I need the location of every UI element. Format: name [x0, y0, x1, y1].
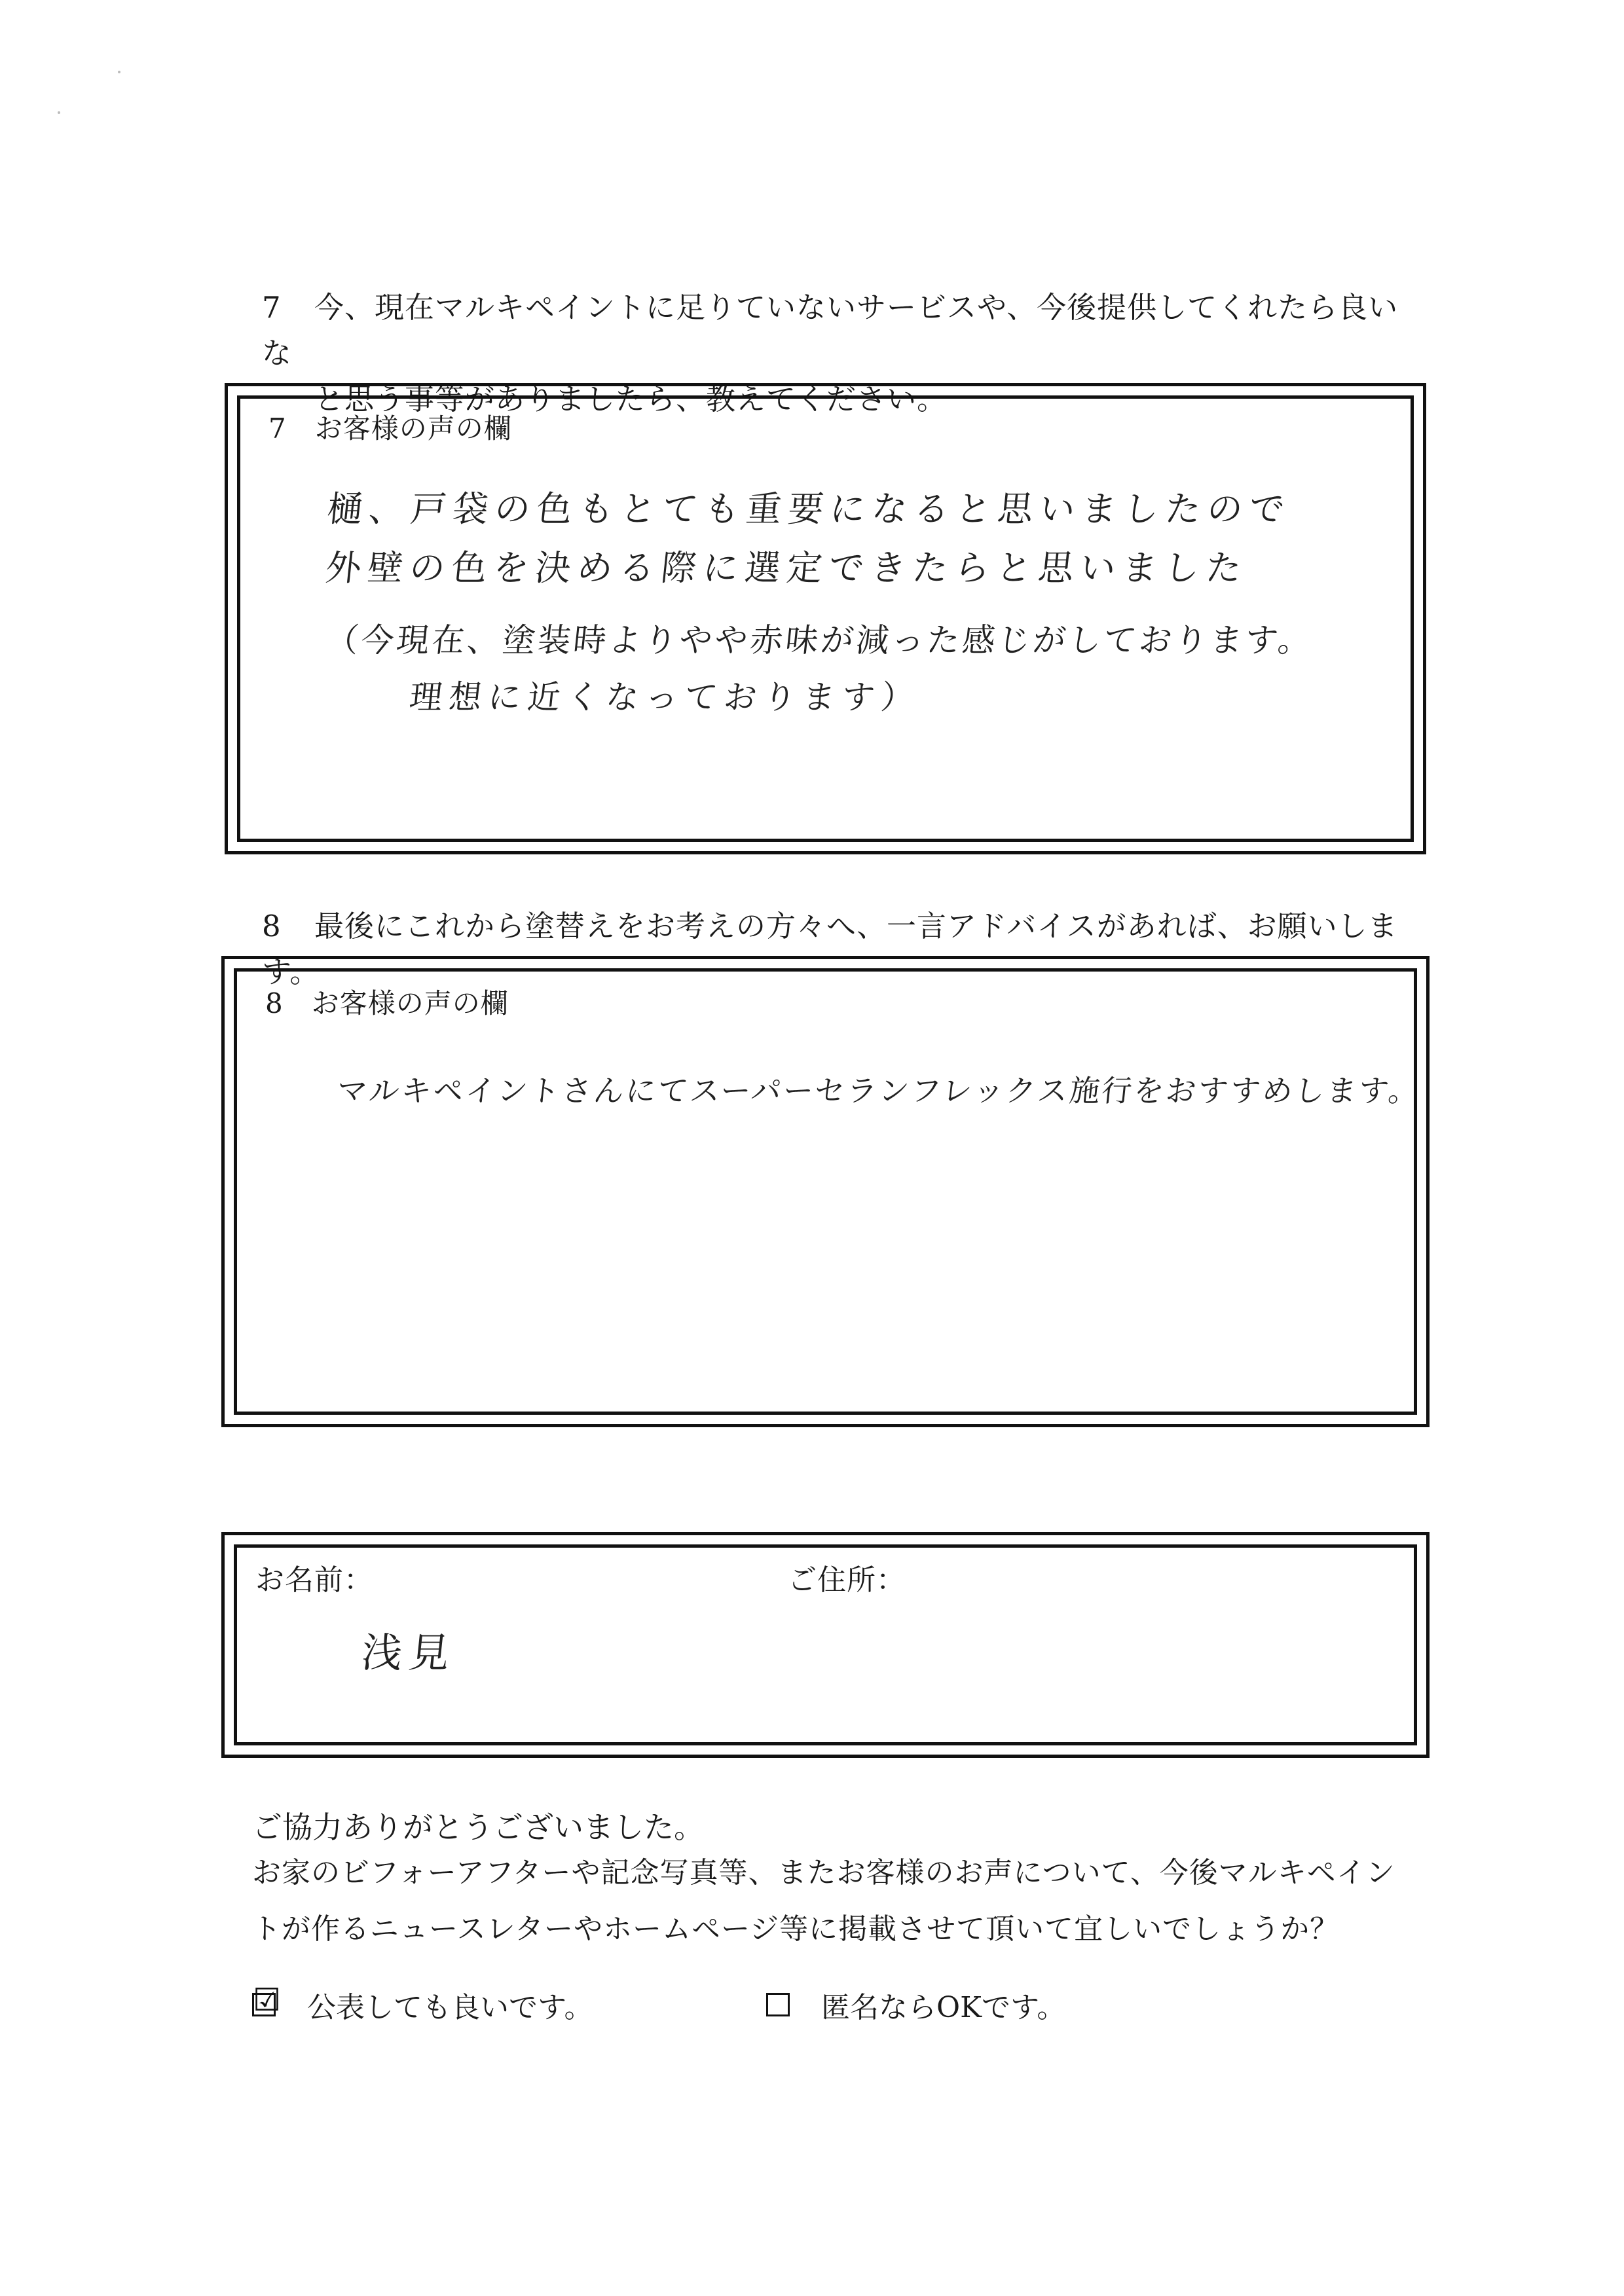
option-anonymous[interactable]: [766, 1984, 1065, 2026]
thanks-message: ご協力ありがとうございました。: [252, 1810, 704, 1845]
answer-box-8: [221, 956, 1430, 1427]
handwritten-answer-line: 外壁の色を決める際に選定できたらと思いました: [323, 547, 1250, 589]
handwritten-answer-line: （今現在、塗装時よりやや赤味が減った感じがしております。: [323, 621, 1316, 659]
handwritten-answer-line: 理想に近くなっております）: [407, 678, 923, 716]
option-public-label: 公表しても良いです。: [307, 1991, 593, 2024]
question-number: 7: [262, 290, 282, 325]
question-text-line2: と思う事等がありましたら、教えてください。: [314, 382, 948, 416]
publication-request-line1: お家のビフォーアフターや記念写真等、またお客様のお声について、今後マルキペイン: [252, 1856, 1395, 1889]
handwritten-name: 浅見: [359, 1629, 459, 1677]
question-text-line1: 今、現在マルキペイントに足りていないサービスや、今後提供してくれたら良いな: [262, 290, 1399, 371]
public-checkbox[interactable]: [252, 1982, 282, 2018]
scan-speck: [118, 71, 120, 73]
question-number: 8: [262, 909, 282, 943]
handwritten-answer: マルキペイントさんにてスーパーセランフレックス施行をおすすめします。: [335, 1073, 1423, 1108]
name-label: お名前：: [255, 1563, 373, 1597]
anonymous-checkbox[interactable]: [766, 1993, 790, 2016]
box-label: 7 お客様の声の欄: [268, 412, 512, 445]
publication-request: [252, 1845, 1431, 1958]
option-anonymous-label: 匿名ならOKです。: [821, 1991, 1066, 2024]
customer-info-box: [221, 1532, 1430, 1758]
option-public[interactable]: [252, 1984, 593, 2026]
box-label: 8 お客様の声の欄: [265, 987, 509, 1019]
address-label: ご住所：: [788, 1563, 906, 1597]
scan-speck: [58, 111, 60, 114]
answer-box-7: [225, 383, 1426, 854]
question-text: 最後にこれから塗替えをお考えの方々へ、一言アドバイスがあれば、お願いします。: [262, 909, 1398, 989]
checkmark-icon: ☑: [253, 1982, 282, 2018]
handwritten-answer-line: 樋、戸袋の色もとても重要になると思いましたので: [325, 488, 1293, 530]
publication-request-line2: トが作るニュースレターやホームページ等に掲載させて頂いて宜しいでしょうか？: [252, 1912, 1340, 1946]
